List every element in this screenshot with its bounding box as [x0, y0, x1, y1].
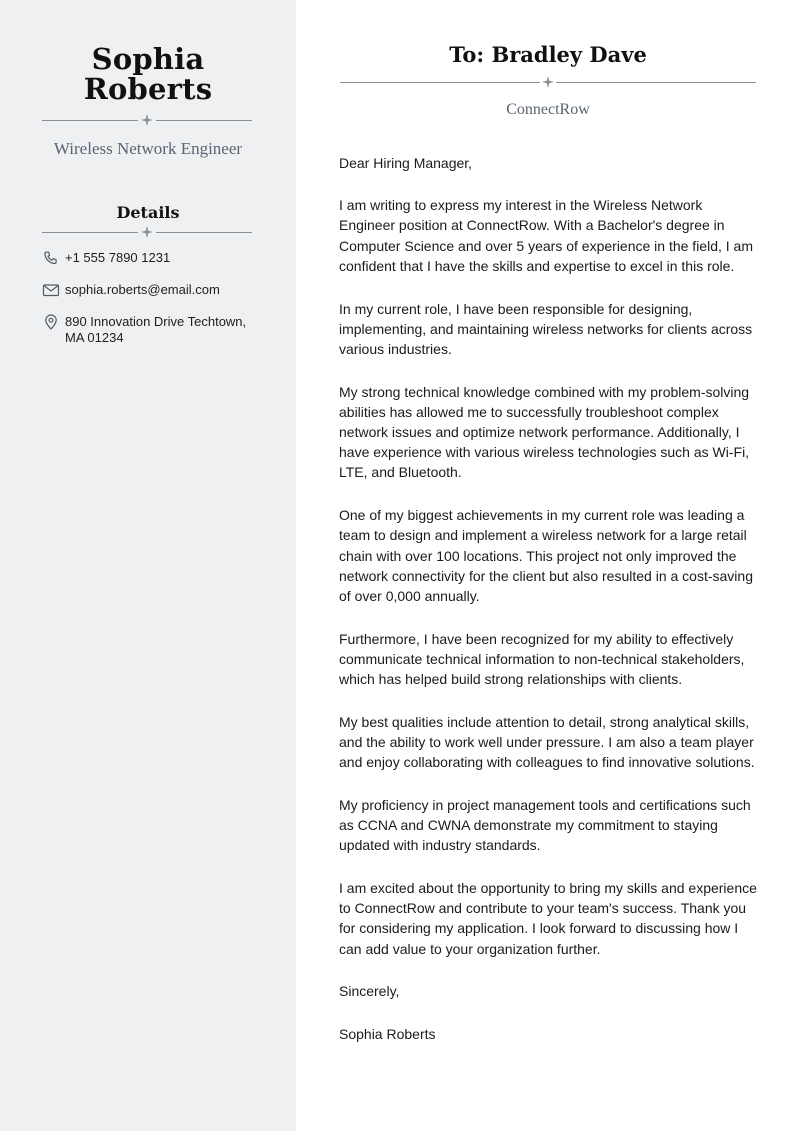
phone-detail — [42, 250, 272, 266]
signature: Sophia Roberts — [339, 1025, 436, 1042]
address-line-1: 890 Innovation Drive Techtown, — [65, 314, 247, 329]
sparkle-icon — [141, 226, 153, 238]
sender-name — [0, 44, 296, 104]
email-address: sophia.roberts@email.com — [65, 282, 220, 297]
details-heading: Details — [116, 203, 180, 222]
letter-body — [339, 153, 759, 1066]
sender-first-name: Sophia — [91, 42, 205, 76]
job-title: Wireless Network Engineer — [53, 139, 243, 158]
phone-number: +1 555 7890 1231 — [65, 250, 171, 265]
location-pin-icon — [42, 314, 60, 330]
company-name: ConnectRow — [506, 101, 590, 118]
recipient-heading: To: Bradley Dave — [449, 42, 647, 67]
letter-paragraph: I am excited about the opportunity to bring my skills and experience to ConnectRow and contribute to your team's success. Thank you for considering my application. I look forward to discussing how I can add value to your organization further. — [339, 879, 757, 957]
closing: Sincerely, — [339, 983, 400, 1000]
letter-paragraph: My strong technical knowledge combined with my problem-solving abilities has allowed me to successfully troubleshoot complex network issues and optimize network performance. Additionally, I have experience with various wireless technologies such as Wi-Fi, LTE, and Bluetooth. — [339, 383, 750, 481]
sparkle-icon — [542, 76, 554, 88]
name-divider — [42, 114, 252, 126]
address-line-2: MA 01234 — [65, 330, 124, 345]
email-detail — [42, 282, 272, 298]
salutation: Dear Hiring Manager, — [339, 155, 473, 171]
address-detail — [42, 314, 272, 346]
phone-icon — [42, 250, 60, 266]
letter-paragraph: In my current role, I have been responsible for designing, implementing, and maintaining wireless networks for clients across various industries. — [339, 300, 753, 357]
sender-last-name: Roberts — [83, 72, 213, 106]
letter-paragraph: I am writing to express my interest in the Wireless Network Engineer position at ConnectRow. With a Bachelor's degree in Computer Science and over 5 years of experience in the field, I am confident that I have the skills and expertise to excel in this role. — [339, 197, 753, 274]
letter-paragraph: Furthermore, I have been recognized for my ability to effectively communicate technical information to non-technical stakeholders, which has helped build strong relationships with clients. — [339, 630, 745, 688]
address-text — [65, 314, 246, 346]
sidebar — [0, 0, 296, 1131]
letter-paragraph: My proficiency in project management tools and certifications such as CCNA and CWNA demonstrate my commitment to staying updated with industry standards. — [339, 796, 751, 854]
sparkle-icon — [141, 114, 153, 126]
recipient-divider — [340, 76, 756, 88]
letter-paragraph: My best qualities include attention to detail, strong analytical skills, and the ability to work well under pressure. I am also a team player and enjoy collaborating with colleagues to find innovative solutions. — [339, 713, 755, 771]
envelope-icon — [42, 282, 60, 298]
letter-paragraph: One of my biggest achievements in my current role was leading a team to design and implement a wireless network for a large retail chain with over 100 locations. This project not only improved the network connectivity for the client but also resulted in a cost-saving of over 0,000 annually. — [339, 507, 753, 604]
details-divider — [42, 226, 252, 238]
